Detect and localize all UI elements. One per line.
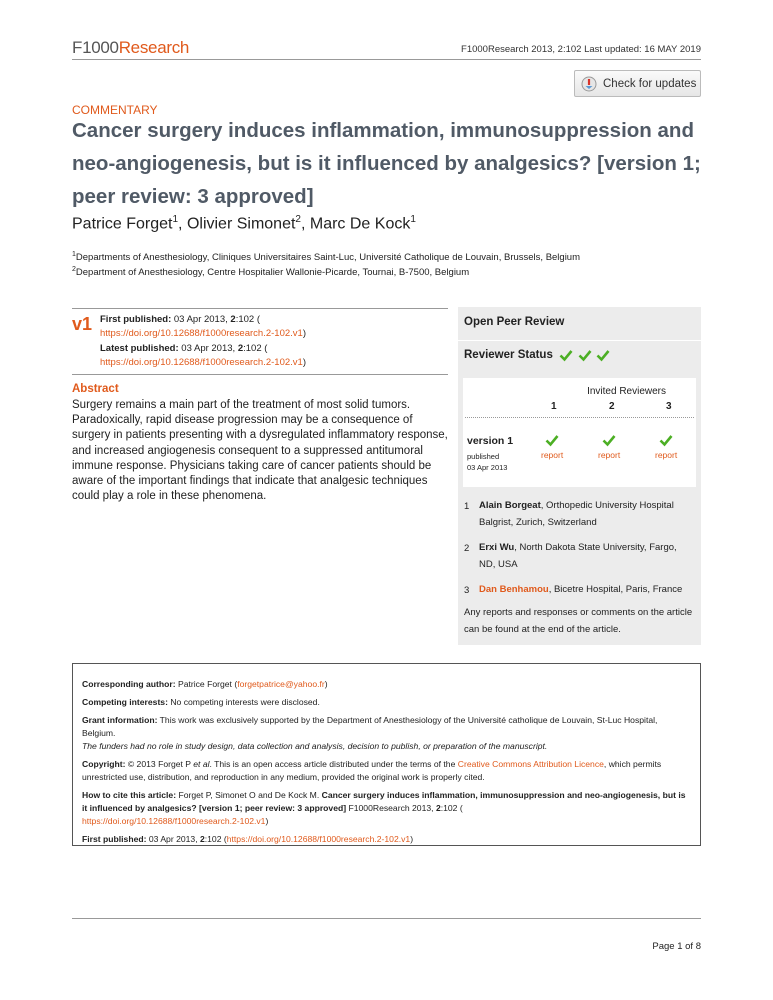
reviewer-affiliation: , North Dakota State University, Fargo, ND, USA bbox=[479, 542, 677, 570]
volume: 2 bbox=[230, 314, 236, 325]
corresponding-name: Patrice Forget ( bbox=[175, 679, 238, 689]
logo-suffix: Research bbox=[118, 38, 190, 57]
paren: ) bbox=[324, 679, 328, 689]
open-peer-review-panel bbox=[458, 307, 701, 645]
copyright-pre: © 2013 Forget P bbox=[125, 759, 194, 769]
paren: ) bbox=[302, 357, 306, 368]
cite-doi-link[interactable]: https://doi.org/10.12688/f1000research.2-102.v1 bbox=[82, 816, 266, 826]
author-name[interactable]: Patrice Forget bbox=[72, 215, 173, 233]
reviewer-name-link[interactable]: Dan Benhamou bbox=[479, 584, 549, 595]
first-published-date: 03 Apr 2013, bbox=[171, 314, 231, 325]
affiliation bbox=[72, 266, 469, 278]
reviewer-name: Alain Borgeat bbox=[479, 500, 541, 511]
version-top-divider bbox=[72, 308, 448, 309]
first-published-info bbox=[82, 833, 690, 846]
version-row-label: version 1 bbox=[467, 435, 514, 447]
first-pub-date: 03 Apr 2013, bbox=[146, 834, 200, 844]
volume: 2 bbox=[237, 343, 244, 354]
cite-authors: Forget P, Simonet O and De Kock M. bbox=[176, 790, 322, 800]
latest-published-date: 03 Apr 2013, bbox=[178, 343, 238, 354]
abstract-body: Surgery remains a main part of the treatment of most solid tumors. Paradoxically, rapid disease progression may be a consequence of surgery in patients presenting with a dysregulated inflammatory response, and increased angiogenesis consequent to a suppressed antitumoral immune response. Physicians taking care of cancer patients should be aware of the important findings that indicate that analgesic techniques could play a role in these phenomena. bbox=[72, 399, 448, 503]
author-affil-sup: 1 bbox=[172, 214, 179, 225]
first-pub-label: First published: bbox=[82, 834, 147, 844]
check-icon bbox=[545, 433, 559, 447]
corresponding-email-link[interactable]: forgetpatrice@yahoo.fr bbox=[237, 679, 325, 689]
issue: :102 ( bbox=[235, 314, 261, 325]
affiliation-sup: 1 bbox=[72, 251, 76, 258]
version-status: published bbox=[467, 452, 500, 461]
author-name[interactable]: Marc De Kock bbox=[309, 215, 411, 233]
first-published-label: First published: bbox=[100, 314, 172, 325]
version-row-status bbox=[467, 451, 507, 473]
grant-information bbox=[82, 714, 690, 753]
grant-text: This work was exclusively supported by the Department of Anesthesiology of the Université catholique de Louvain, St-Luc Hospital, Belgium. bbox=[82, 715, 658, 738]
reviewer-number: 2 bbox=[464, 543, 470, 554]
first-pub-volume: 2 bbox=[199, 834, 205, 844]
paren: ) bbox=[410, 834, 414, 844]
latest-published bbox=[100, 342, 440, 370]
check-icon bbox=[596, 348, 610, 362]
latest-published-label: Latest published: bbox=[100, 343, 179, 354]
version-bottom-divider bbox=[72, 374, 448, 375]
affiliation-text: Departments of Anesthesiology, Cliniques Universitaires Saint-Luc, Université Catholique de Louvain, Brussels, Belgium bbox=[75, 252, 581, 264]
reviewer-number: 1 bbox=[464, 501, 470, 512]
cite-title: Cancer surgery induces inflammation, immunosuppression and neo-angiogenesis, but is it influenced by analgesics? [version 1; peer review: 3 approved] bbox=[82, 790, 686, 813]
check-icon bbox=[559, 348, 573, 362]
article-info-box bbox=[72, 663, 701, 846]
open-peer-review-title: Open Peer Review bbox=[464, 316, 565, 328]
latest-published-doi-link[interactable]: https://doi.org/10.12688/f1000research.2-102.v1 bbox=[100, 357, 303, 368]
cite-label: How to cite this article: bbox=[82, 790, 177, 800]
reviewer-status-label: Reviewer Status bbox=[464, 349, 553, 361]
first-published-doi-link[interactable]: https://doi.org/10.12688/f1000research.2-102.v1 bbox=[100, 328, 303, 339]
reviewer-column-3: 3 bbox=[666, 401, 672, 412]
corresponding-label: Corresponding author: bbox=[82, 679, 176, 689]
competing-label: Competing interests: bbox=[82, 697, 168, 707]
author-affil-sup: 1 bbox=[410, 214, 416, 225]
how-to-cite bbox=[82, 789, 690, 828]
copyright-etal: et al bbox=[193, 759, 210, 769]
author-separator: , bbox=[300, 215, 310, 233]
cite-issue: :102 ( bbox=[440, 803, 463, 813]
panel-divider bbox=[458, 340, 701, 341]
version-label: v1 bbox=[72, 314, 93, 334]
paren: ) bbox=[302, 328, 306, 339]
author-name[interactable]: Olivier Simonet bbox=[186, 215, 296, 233]
report-link-3[interactable]: report bbox=[655, 450, 678, 460]
header-divider bbox=[72, 59, 701, 60]
reviewer-name: Erxi Wu bbox=[479, 542, 515, 553]
reviewer-table bbox=[463, 378, 696, 487]
invited-reviewers-label: Invited Reviewers bbox=[587, 386, 666, 397]
update-badge-icon bbox=[581, 76, 597, 92]
issue: :102 ( bbox=[243, 343, 268, 354]
first-published bbox=[100, 313, 440, 341]
reviewer-affiliation: , Bicetre Hospital, Paris, France bbox=[548, 584, 683, 595]
license-link[interactable]: Creative Commons Attribution Licence bbox=[457, 759, 604, 769]
first-pub-issue: :102 ( bbox=[204, 834, 227, 844]
check-for-updates-button[interactable] bbox=[574, 70, 701, 97]
reviewer-column-1: 1 bbox=[551, 401, 557, 412]
competing-interests bbox=[82, 696, 690, 709]
check-icon bbox=[602, 433, 616, 447]
header-meta: F1000Research 2013, 2:102 Last updated: 16 MAY 2019 bbox=[461, 44, 701, 55]
first-pub-doi-link[interactable]: https://doi.org/10.12688/f1000research.2-102.v1 bbox=[226, 834, 411, 844]
affiliation bbox=[72, 251, 580, 263]
reviewer-affiliation: , Orthopedic University Hospital Balgrist, Zurich, Switzerland bbox=[479, 500, 674, 528]
copyright-mid: . This is an open access article distributed under the terms of the bbox=[209, 759, 458, 769]
reviewer-column-2: 2 bbox=[609, 401, 615, 412]
article-type: COMMENTARY bbox=[72, 103, 158, 117]
check-for-updates-label: Check for updates bbox=[603, 77, 697, 90]
page-number: Page 1 of 8 bbox=[652, 941, 701, 952]
check-icon bbox=[659, 433, 673, 447]
copyright bbox=[82, 758, 690, 784]
affiliation-text: Department of Anesthesiology, Centre Hospitalier Wallonie-Picarde, Tournai, B-7500, Belgium bbox=[75, 267, 470, 279]
cite-volume: 2 bbox=[435, 803, 441, 813]
reports-note: Any reports and responses or comments on the article can be found at the end of the article. bbox=[464, 607, 693, 635]
journal-logo[interactable] bbox=[72, 38, 189, 58]
table-divider bbox=[465, 417, 694, 418]
copyright-label: Copyright: bbox=[82, 759, 126, 769]
author-separator: , bbox=[178, 215, 187, 233]
logo-prefix: F1000 bbox=[72, 38, 119, 57]
check-icon bbox=[578, 348, 592, 362]
cite-journal: F1000Research 2013, bbox=[346, 803, 436, 813]
grant-note: The funders had no role in study design, data collection and analysis, decision to publish, or preparation of the manuscript. bbox=[82, 741, 548, 751]
affiliation-sup: 2 bbox=[72, 266, 76, 273]
competing-text: No competing interests were disclosed. bbox=[167, 697, 320, 707]
copyright-post: , which permits unrestricted use, distribution, and reproduction in any medium, provided the original work is properly cited. bbox=[82, 759, 662, 782]
abstract-heading: Abstract bbox=[72, 383, 119, 395]
report-link-1[interactable]: report bbox=[541, 450, 564, 460]
paren: ) bbox=[265, 816, 269, 826]
corresponding-author bbox=[82, 678, 690, 691]
grant-label: Grant information: bbox=[82, 715, 158, 725]
footer-divider bbox=[72, 918, 701, 919]
author-affil-sup: 2 bbox=[295, 214, 301, 225]
reviewer-number: 3 bbox=[464, 585, 470, 596]
author-list bbox=[72, 214, 416, 233]
article-title: Cancer surgery induces inflammation, immunosuppression and neo-angiogenesis, but is it influenced by analgesics? [version 1; peer review: 3 approved] bbox=[72, 119, 701, 208]
version-date: 03 Apr 2013 bbox=[467, 463, 508, 472]
report-link-2[interactable]: report bbox=[598, 450, 621, 460]
